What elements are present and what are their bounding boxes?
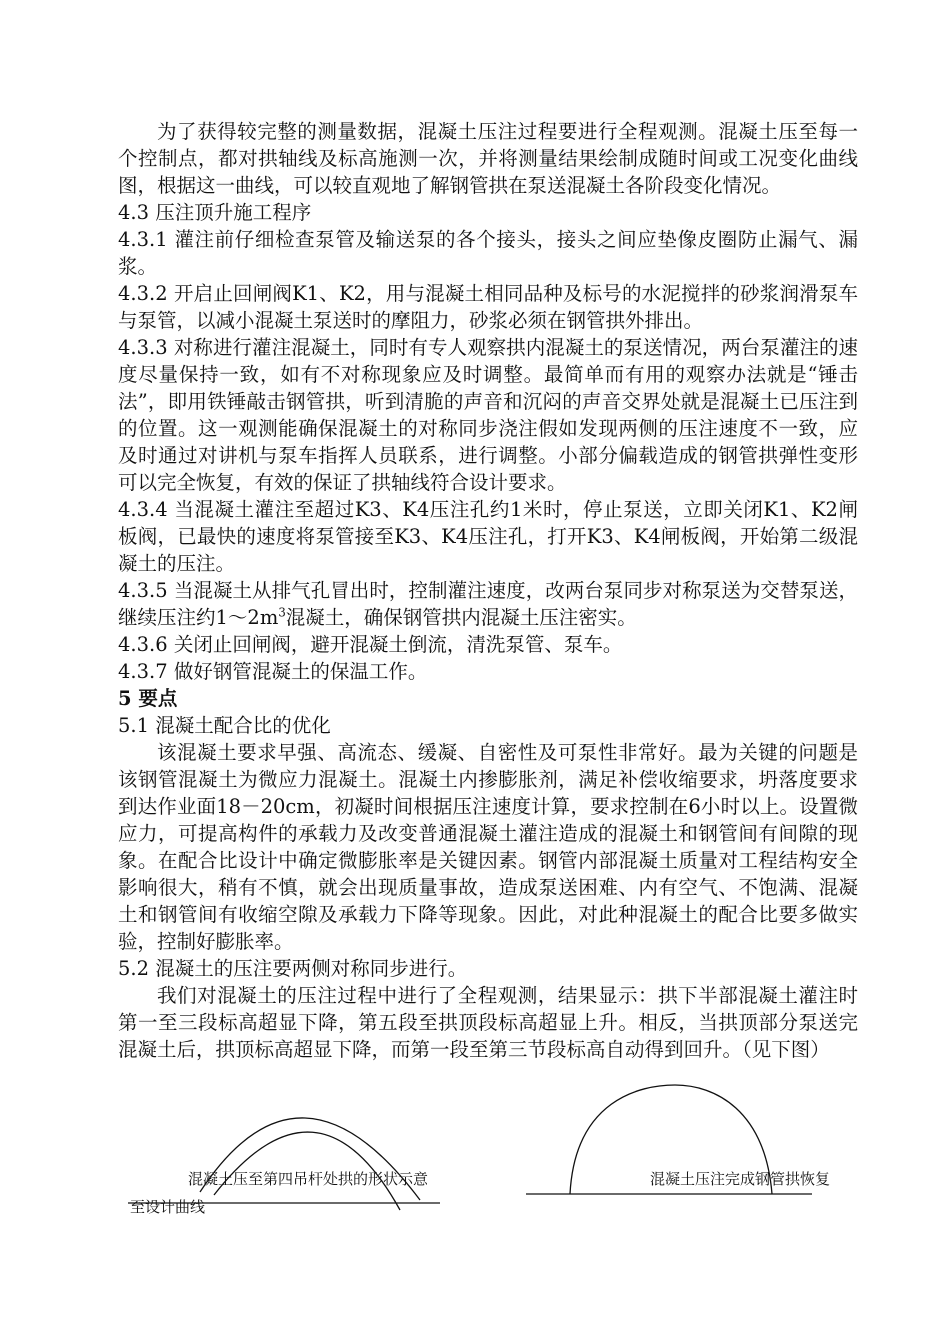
step-4-3-5-text-b: 混凝土，确保钢管拱内混凝土压注密实。 — [285, 606, 637, 629]
step-4-3-1: 4.3.1 灌注前仔细检查泵管及输送泵的各个接头，接头之间应垫像皮圈防止漏气、漏浆。 — [118, 228, 858, 278]
left-figure-caption-tail: 至设计曲线 — [130, 1198, 206, 1216]
step-4-3-4: 4.3.4 当混凝土灌注至超过K3、K4压注孔约1米时，停止泵送，立即关闭K1、K2闸板阀，已最快的速度将泵管接至K3、K4压注孔，打开K3、K4闸板阀，开始第二级混凝土的压注。 — [118, 498, 858, 575]
section-heading-5: 5 要点 — [118, 687, 178, 710]
left-figure-caption: 混凝土压至第四吊杆处拱的形状示意 — [188, 1170, 429, 1188]
right-figure-caption: 混凝土压注完成钢管拱恢复 — [650, 1170, 831, 1188]
cubic-superscript: 3 — [278, 605, 286, 620]
step-4-3-5-text-a: 4.3.5 当混凝土从排气孔冒出时，控制灌注速度，改两台泵同步对称泵送为交替泵送，继续压注约1～2m — [118, 579, 858, 629]
section-heading-4-3: 4.3 压注顶升施工程序 — [118, 201, 312, 224]
paragraph-5-2: 我们对混凝土的压注过程中进行了全程观测，结果显示：拱下半部混凝土灌注时第一至三段标高超显下降，第五段至拱顶段标高超显上升。相反，当拱顶部分泵送完混凝土后，拱顶标高超显下降，而第一段至第三节段标高自动得到回升。（见下图） — [118, 984, 858, 1061]
step-4-3-2: 4.3.2 开启止回闸阀K1、K2，用与混凝土相同品种及标号的水泥搅拌的砂浆润滑泵车与泵管，以减小混凝土泵送时的摩阻力，砂浆必须在钢管拱外排出。 — [118, 282, 858, 332]
intro-paragraph: 为了获得较完整的测量数据，混凝土压注过程要进行全程观测。混凝土压至每一个控制点，都对拱轴线及标高施测一次，并将测量结果绘制成随时间或工况变化曲线图，根据这一曲线，可以较直观地了解钢管拱在泵送混凝土各阶段变化情况。 — [118, 120, 858, 197]
paragraph-5-1: 该混凝土要求早强、高流态、缓凝、自密性及可泵性非常好。最为关键的问题是该钢管混凝土为微应力混凝土。混凝土内掺膨胀剂，满足补偿收缩要求，坍落度要求到达作业面18－20cm，初凝时间根据压注速度计算，要求控制在6小时以上。设置微应力，可提高构件的承载力及改变普通混凝土灌注造成的混凝土和钢管间有间隙的现象。在配合比设计中确定微膨胀率是关键因素。钢管内部混凝土质量对工程结构安全影响很大，稍有不慎，就会出现质量事故，造成泵送困难、内有空气、不饱满、混凝土和钢管间有收缩空隙及承载力下降等现象。因此，对此种混凝土的配合比要多做实验，控制好膨胀率。 — [118, 741, 858, 953]
step-4-3-7: 4.3.7 做好钢管混凝土的保温工作。 — [118, 660, 428, 683]
section-heading-5-2: 5.2 混凝土的压注要两侧对称同步进行。 — [118, 957, 468, 980]
section-heading-5-1: 5.1 混凝土配合比的优化 — [118, 714, 331, 737]
step-4-3-3: 4.3.3 对称进行灌注混凝土，同时有专人观察拱内混凝土的泵送情况，两台泵灌注的速度尽量保持一致，如有不对称现象应及时调整。最简单而有用的观察办法就是“锤击法”，即用铁锤敲击钢管拱，听到清脆的声音和沉闷的声音交界处就是混凝土已压注到的位置。这一观测能确保混凝土的对称同步浇注假如发现两侧的压注速度不一致，应及时通过对讲机与泵车指挥人员联系，进行调整。小部分偏载造成的钢管拱弹性变形可以完全恢复，有效的保证了拱轴线符合设计要求。 — [118, 336, 858, 494]
left-arch-figure — [128, 1118, 440, 1210]
step-4-3-6: 4.3.6 关闭止回闸阀，避开混凝土倒流，清洗泵管、泵车。 — [118, 633, 623, 656]
